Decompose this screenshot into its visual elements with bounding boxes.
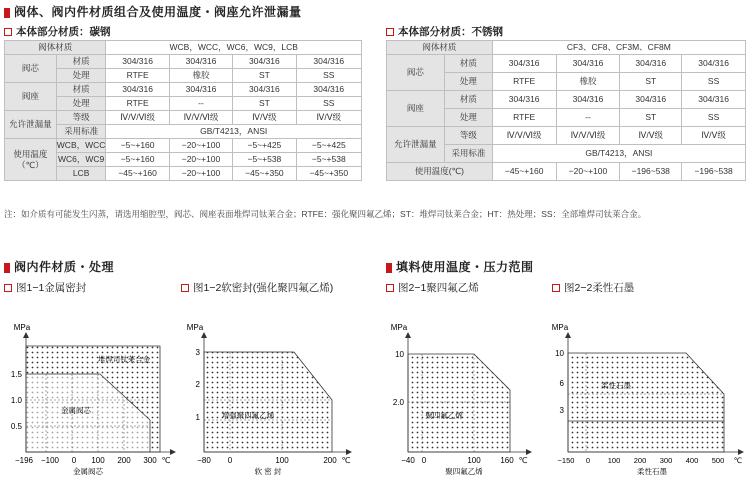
cell: SS	[682, 73, 746, 91]
cell: ST	[620, 73, 682, 91]
material-label: 材质	[444, 91, 492, 109]
cell: 304/316	[556, 91, 620, 109]
x-tick: −100	[40, 456, 60, 465]
cell: −5~+425	[296, 139, 361, 153]
core-label: 阀芯	[387, 55, 445, 91]
material-label: 材质	[56, 55, 106, 69]
cell: 304/316	[296, 55, 361, 69]
cell: 304/316	[492, 55, 556, 73]
cell: RTFE	[106, 97, 169, 111]
cell: −45~+160	[106, 167, 169, 181]
x-tick: −150	[557, 456, 575, 465]
treatment-label: 处理	[444, 73, 492, 91]
cell: 304/316	[233, 83, 296, 97]
y-tick: 2.0	[392, 398, 404, 407]
x-tick: 200	[117, 456, 131, 465]
x-tick: 400	[685, 456, 699, 465]
cell: −20~+100	[556, 163, 620, 181]
x-tick: 0	[227, 456, 233, 465]
cell: −196~538	[682, 163, 746, 181]
cell: Ⅳ/Ⅴ/Ⅵ级	[492, 127, 556, 145]
cell: Ⅳ/Ⅴ级	[620, 127, 682, 145]
x-axis-unit: ℃	[733, 456, 743, 465]
cell: ST	[233, 69, 296, 83]
cell: −5~+160	[106, 139, 169, 153]
region-label: 柔性石墨	[601, 381, 631, 390]
body-material-label: 阀体材质	[5, 41, 106, 55]
y-tick: 2	[195, 380, 200, 389]
temperature-label: 使用温度(℃)	[387, 163, 493, 181]
cell: 橡胶	[169, 69, 232, 83]
standard-value: GB/T4213，ANSI	[492, 145, 745, 163]
cell: 304/316	[106, 83, 169, 97]
x-tick: 500	[711, 456, 725, 465]
cell: −20~+100	[169, 139, 232, 153]
x-axis-unit: ℃	[518, 456, 528, 465]
y-tick: 10	[395, 350, 404, 359]
x-tick: 100	[275, 456, 289, 465]
arrow-right-icon	[170, 449, 176, 455]
y-tick: 3	[559, 406, 564, 415]
body-material-value: WCB，WCC，WC6，WC9，LCB	[106, 41, 362, 55]
chart-1-1-title: 图1−1金属密封	[4, 280, 86, 295]
x-tick: −196	[14, 456, 34, 465]
arrow-up-icon	[565, 332, 571, 338]
cell: −5~+538	[296, 153, 361, 167]
arrow-right-icon	[526, 449, 532, 455]
temp-row-name: LCB	[56, 167, 106, 181]
core-label: 阀芯	[5, 55, 57, 83]
body-material-label: 阀体材质	[387, 41, 493, 55]
standard-value: GB/T4213，ANSI	[106, 125, 362, 139]
cell: SS	[296, 69, 361, 83]
cell: −20~+100	[169, 153, 232, 167]
x-axis-unit: ℃	[341, 456, 351, 465]
cell: −45~+350	[296, 167, 361, 181]
region-label: 增强聚四氟乙烯	[221, 411, 275, 420]
cell: −45~+160	[492, 163, 556, 181]
x-tick: 0	[421, 456, 427, 465]
material-label: 材质	[56, 83, 106, 97]
cell: 304/316	[169, 83, 232, 97]
carbon-subtitle: 本体部分材质：碳钢	[4, 24, 111, 39]
cell: −45~+350	[233, 167, 296, 181]
y-tick: 1	[195, 413, 200, 422]
temp-row-name: WCB，WCC	[56, 139, 106, 153]
grade-label: 等级	[56, 111, 106, 125]
arrow-up-icon	[201, 332, 207, 338]
cell: 304/316	[233, 55, 296, 69]
region-label: 金属阀芯	[61, 406, 91, 415]
grade-label: 等级	[444, 127, 492, 145]
x-tick: 300	[659, 456, 673, 465]
x-tick: 200	[633, 456, 647, 465]
cell: RTFE	[492, 73, 556, 91]
cell: SS	[296, 97, 361, 111]
x-tick: 100	[467, 456, 481, 465]
arrow-up-icon	[23, 332, 29, 338]
cell: Ⅳ/Ⅴ/Ⅵ级	[169, 111, 232, 125]
x-tick: 160	[500, 456, 514, 465]
region-label: 堆焊司钛莱合金	[97, 355, 151, 364]
arrow-up-icon	[405, 332, 411, 338]
x-tick: 0	[71, 456, 77, 465]
y-tick: 3	[195, 348, 200, 357]
seat-label: 阀座	[387, 91, 445, 127]
material-label: 材质	[444, 55, 492, 73]
x-tick: 0	[585, 456, 591, 465]
y-axis-unit: MPa	[186, 323, 204, 332]
y-tick: 1.5	[10, 370, 22, 379]
treatment-label: 处理	[444, 109, 492, 127]
seat-label: 阀座	[5, 83, 57, 111]
x-axis-label: 软 密 封	[254, 467, 282, 476]
y-tick: 1.0	[10, 396, 22, 405]
cell: RTFE	[492, 109, 556, 127]
x-tick: −40	[401, 456, 415, 465]
cell: 304/316	[682, 91, 746, 109]
cell: ST	[233, 97, 296, 111]
temperature-label: 使用温度（℃）	[5, 139, 57, 181]
y-axis-unit: MPa	[13, 323, 31, 332]
chart-2-1-title: 图2−1聚四氟乙烯	[386, 280, 479, 295]
cell: −196~538	[620, 163, 682, 181]
leakage-label: 允许泄漏量	[5, 111, 57, 139]
cell: Ⅳ/Ⅴ级	[296, 111, 361, 125]
cell: 304/316	[620, 55, 682, 73]
x-axis-label: 聚四氟乙烯	[445, 467, 483, 476]
graphite-region	[568, 353, 724, 452]
y-tick: 6	[559, 379, 564, 388]
cell: --	[556, 109, 620, 127]
chart-1-2	[187, 323, 352, 476]
temp-row-name: WC6，WC9	[56, 153, 106, 167]
cell: 橡胶	[556, 73, 620, 91]
x-tick: 100	[607, 456, 621, 465]
y-axis-unit: MPa	[551, 323, 569, 332]
y-tick: 10	[555, 349, 564, 358]
main-title: 阀体、阀内件材质组合及使用温度・阀座允许泄漏量	[4, 3, 302, 20]
y-tick: 0.5	[10, 422, 22, 431]
x-axis-label: 金属阀芯	[73, 467, 103, 476]
cell: Ⅳ/Ⅴ级	[682, 127, 746, 145]
arrow-right-icon	[738, 449, 744, 455]
body-material-value: CF3、CF8、CF3M、CF8M	[492, 41, 745, 55]
cell: Ⅳ/Ⅴ/Ⅵ级	[556, 127, 620, 145]
internals-title: 阀内件材质・处理	[4, 258, 114, 275]
cell: 304/316	[556, 55, 620, 73]
cell: 304/316	[169, 55, 232, 69]
cell: 304/316	[682, 55, 746, 73]
treatment-label: 处理	[56, 97, 106, 111]
leakage-label: 允许泄漏量	[387, 127, 445, 163]
packing-title: 填料使用温度・压力范围	[386, 258, 534, 275]
cell: 304/316	[492, 91, 556, 109]
chart-2-2	[552, 323, 744, 476]
cell: 304/316	[620, 91, 682, 109]
cell: −20~+100	[169, 167, 232, 181]
chart-1-1	[11, 323, 176, 476]
chart-2-2-title: 图2−2柔性石墨	[552, 280, 634, 295]
x-tick: 300	[143, 456, 157, 465]
cell: −5~+425	[233, 139, 296, 153]
cell: −5~+160	[106, 153, 169, 167]
arrow-right-icon	[346, 449, 352, 455]
cell: 304/316	[296, 83, 361, 97]
cell: 304/316	[106, 55, 169, 69]
x-axis-label: 柔性石墨	[637, 467, 667, 476]
standard-label: 采用标准	[56, 125, 106, 139]
x-tick: −80	[197, 456, 211, 465]
cell: RTFE	[106, 69, 169, 83]
footnote: 注：如介质有可能发生闪蒸，请选用缩腔型，阀芯、阀座表面堆焊司钛莱合金；RTFE：强化聚四氟乙烯；ST：堆焊司钛莱合金；HT：热处理；SS：全部堆焊司钛莱合金。	[4, 209, 647, 219]
x-axis-unit: ℃	[161, 456, 171, 465]
y-axis-unit: MPa	[390, 323, 408, 332]
standard-label: 采用标准	[444, 145, 492, 163]
cell: ST	[620, 109, 682, 127]
cell: Ⅳ/Ⅴ级	[233, 111, 296, 125]
x-tick: 100	[91, 456, 105, 465]
cell: SS	[682, 109, 746, 127]
region-label: 聚四氟乙烯	[425, 411, 463, 420]
cell: --	[169, 97, 232, 111]
stainless-subtitle: 本体部分材质：不锈钢	[386, 24, 503, 39]
chart-2-1	[391, 323, 532, 476]
ptfe-region	[408, 354, 510, 452]
soft-seal-region	[204, 352, 332, 452]
x-tick: 200	[323, 456, 337, 465]
treatment-label: 处理	[56, 69, 106, 83]
cell: −5~+538	[233, 153, 296, 167]
chart-1-2-title: 图1−2软密封(强化聚四氟乙烯)	[181, 280, 333, 295]
cell: Ⅳ/Ⅴ/Ⅵ级	[106, 111, 169, 125]
